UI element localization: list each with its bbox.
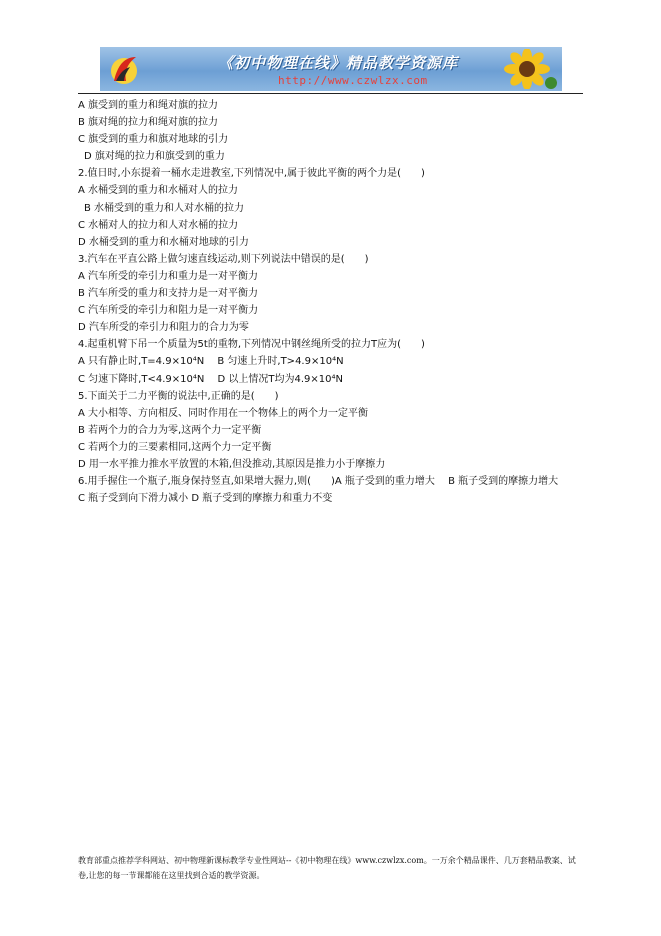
text-line: A 旗受到的重力和绳对旗的拉力 — [78, 100, 219, 111]
text-line: A 汽车所受的牵引力和重力是一对平衡力 — [78, 270, 259, 282]
text-line: 5.下面关于二力平衡的说法中,正确的是( ) — [78, 390, 279, 402]
text-line: A 水桶受到的重力和水桶对人的拉力 — [78, 185, 239, 197]
text-line: 6.用手握住一个瓶子,瓶身保持竖直,如果增大握力,则( )A 瓶子受到的重力增大 B 瓶子受到的摩擦力增大 — [78, 476, 559, 488]
text-line: D 水桶受到的重力和水桶对地球的引力 — [78, 236, 249, 248]
page-footer: 教育部重点推荐学科网站、初中物理新课标教学专业性网站--《初中物理在线》www.czwlzx.com。一万余个精品课件、几万套精品教案、试卷,让您的每一节课都能在这里找到合适的教学资源。 — [78, 856, 576, 880]
text-line: D 用一水平推力推水平放置的木箱,但没推动,其原因是推力小于摩擦力 — [78, 458, 386, 470]
question-content — [78, 97, 583, 507]
text-line: B 水桶受到的重力和人对水桶的拉力 — [84, 202, 245, 214]
text-line: A 只有静止时,T=4.9×10⁴N B 匀速上升时,T>4.9×10⁴N — [78, 356, 344, 368]
site-banner — [100, 47, 562, 91]
text-line: A 大小相等、方向相反、同时作用在一个物体上的两个力一定平衡 — [78, 407, 369, 419]
text-line: B 若两个力的合力为零,这两个力一定平衡 — [78, 424, 262, 436]
text-line: C 匀速下降时,T<4.9×10⁴N D 以上情况T均为4.9×10⁴N — [78, 373, 343, 385]
text-line: C 旗受到的重力和旗对地球的引力 — [78, 134, 229, 146]
header-divider — [78, 93, 583, 94]
text-line: C 汽车所受的牵引力和阻力是一对平衡力 — [78, 305, 259, 317]
text-line: B 旗对绳的拉力和绳对旗的拉力 — [78, 117, 219, 129]
banner-url[interactable]: http://www.czwlzx.com — [278, 74, 428, 87]
text-line: 2.值日时,小东提着一桶水走进教室,下列情况中,属于彼此平衡的两个力是( ) — [78, 168, 425, 180]
text-line: D 旗对绳的拉力和旗受到的重力 — [84, 151, 225, 163]
text-line: 4.起重机臂下吊一个质量为5t的重物,下列情况中钢丝绳所受的拉力T应为( ) — [78, 339, 425, 351]
text-line: B 汽车所受的重力和支持力是一对平衡力 — [78, 288, 259, 300]
sunflower-icon — [496, 49, 558, 89]
text-line: C 若两个力的三要素相同,这两个力一定平衡 — [78, 441, 272, 453]
banner-title: 《初中物理在线》精品教学资源库 — [218, 54, 459, 72]
text-line: 3.汽车在平直公路上做匀速直线运动,则下列说法中错误的是( ) — [78, 253, 369, 265]
text-line: D 汽车所受的牵引力和阻力的合力为零 — [78, 322, 249, 334]
text-line: C 瓶子受到向下滑力减小 D 瓶子受到的摩擦力和重力不变 — [78, 493, 333, 505]
logo-icon — [106, 51, 142, 87]
text-line: C 水桶对人的拉力和人对水桶的拉力 — [78, 219, 239, 231]
